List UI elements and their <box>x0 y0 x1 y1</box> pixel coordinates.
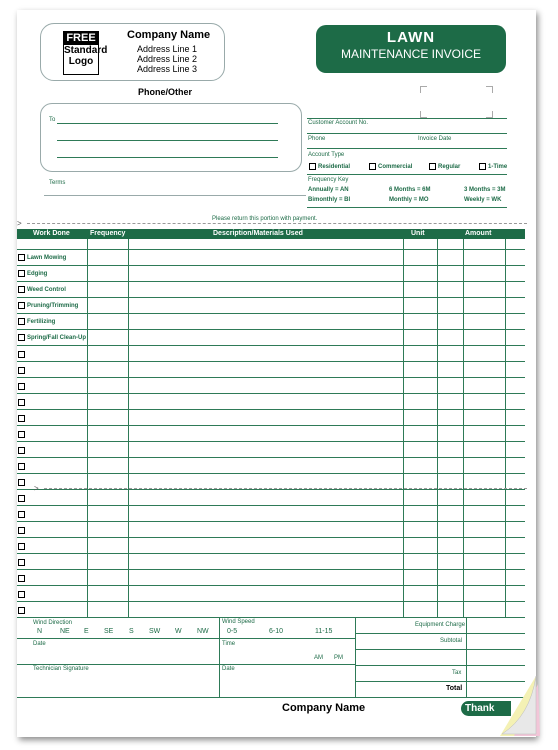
perforation-line <box>44 488 527 489</box>
address-line-1: Address Line 1 <box>137 44 198 54</box>
pm-label[interactable]: PM <box>334 655 343 661</box>
time-label: Time <box>222 641 236 647</box>
footer-line <box>355 665 525 666</box>
corner-mark <box>420 86 427 93</box>
to-box[interactable] <box>40 103 302 172</box>
column-divider <box>463 239 464 617</box>
terms-line <box>44 195 306 196</box>
checkbox-icon <box>309 163 316 170</box>
checkbox-icon <box>18 254 25 261</box>
table-row[interactable] <box>17 249 525 250</box>
account-line <box>307 207 507 208</box>
footer-line <box>355 649 525 650</box>
address-line-3: Address Line 3 <box>137 64 198 74</box>
wind-direction-option[interactable]: N <box>37 628 43 635</box>
work-item-fertilizing[interactable] <box>18 318 55 325</box>
table-row[interactable] <box>17 425 525 426</box>
table-row[interactable] <box>17 553 525 554</box>
table-row[interactable] <box>17 409 525 410</box>
date2-label: Date <box>222 666 235 672</box>
invoice-title <box>316 25 506 73</box>
wind-direction-option[interactable]: W <box>175 628 182 635</box>
work-item-lawn-mowing[interactable] <box>18 254 66 261</box>
blank-row-checkbox[interactable] <box>18 351 25 358</box>
table-row[interactable] <box>17 473 525 474</box>
to-line <box>57 123 278 124</box>
freq-bimonthly: Bimonthly = BI <box>308 197 351 203</box>
footer-line <box>355 633 525 634</box>
table-row[interactable] <box>17 345 525 346</box>
thank-badge: Thank <box>461 701 511 716</box>
footer-line <box>17 664 355 665</box>
footer-bottom-line <box>17 697 525 698</box>
checkbox-icon <box>429 163 436 170</box>
freq-6-months: 6 Months = 6M <box>389 187 431 193</box>
page-curl-icon <box>500 676 540 736</box>
table-row[interactable] <box>17 265 525 266</box>
to-line <box>57 140 278 141</box>
scissor-mark: > <box>17 219 22 228</box>
table-row[interactable] <box>17 281 525 282</box>
blank-row-checkbox[interactable] <box>18 463 25 470</box>
phone-label: Phone <box>308 136 326 142</box>
blank-row-checkbox[interactable] <box>18 527 25 534</box>
blank-row-checkbox[interactable] <box>18 543 25 550</box>
blank-row-checkbox[interactable] <box>18 383 25 390</box>
terms-label: Terms <box>49 180 66 186</box>
freq-annually: Annually = AN <box>308 187 349 193</box>
table-row[interactable] <box>17 441 525 442</box>
table-row[interactable] <box>17 569 525 570</box>
table-row[interactable] <box>17 505 525 506</box>
scissor-mark: > <box>34 484 39 493</box>
checkbox-icon <box>479 163 486 170</box>
corner-mark <box>486 86 493 93</box>
logo-free: FREE <box>64 32 98 45</box>
blank-row-checkbox[interactable] <box>18 607 25 614</box>
work-item-label: Lawn Mowing <box>27 255 67 262</box>
logo-standard: Standard <box>64 45 108 56</box>
commercial-label: Commercial <box>378 164 413 171</box>
work-item-label: Spring/Fall Clean-Up <box>27 335 87 342</box>
account-type-label: Account Type <box>308 152 345 158</box>
table-row[interactable] <box>17 585 525 586</box>
column-divider <box>437 239 438 617</box>
column-divider <box>87 239 88 617</box>
table-row[interactable] <box>17 297 525 298</box>
one-time-label: 1-Time <box>488 164 508 171</box>
perforation-line <box>27 223 527 224</box>
blank-row-checkbox[interactable] <box>18 447 25 454</box>
account-line <box>307 174 507 175</box>
speed-0-5[interactable]: 0-5 <box>227 628 238 635</box>
header-work-done: Work Done <box>33 230 70 237</box>
to-label: To <box>49 117 56 123</box>
footer-divider <box>466 617 467 697</box>
speed-11-15[interactable]: 11-15 <box>315 628 333 635</box>
work-item-label: Edging <box>27 271 48 278</box>
frequency-key-label: Frequency Key <box>308 177 349 183</box>
am-label[interactable]: AM <box>314 655 323 661</box>
phone-other: Phone/Other <box>138 87 193 97</box>
work-item-edging[interactable] <box>18 270 47 277</box>
column-divider <box>128 239 129 617</box>
footer-top-line <box>17 617 525 618</box>
blank-row-checkbox[interactable] <box>18 495 25 502</box>
corner-mark <box>486 111 493 118</box>
blank-row-checkbox[interactable] <box>18 431 25 438</box>
work-item-label: Fertilizing <box>27 319 56 326</box>
one-time-checkbox[interactable] <box>479 163 507 170</box>
speed-6-10[interactable]: 6-10 <box>269 628 284 635</box>
blank-row-checkbox[interactable] <box>18 575 25 582</box>
freq-monthly: Monthly = MO <box>389 197 429 203</box>
table-row[interactable] <box>17 537 525 538</box>
wind-speed-label: Wind Speed <box>222 619 255 625</box>
logo <box>63 31 108 75</box>
table-row[interactable] <box>17 601 525 602</box>
account-line <box>307 133 507 134</box>
logo-logo: Logo <box>68 56 94 67</box>
title-lawn: LAWN <box>386 29 436 46</box>
header-unit: Unit <box>411 230 425 237</box>
footer-line <box>17 638 355 639</box>
blank-row-checkbox[interactable] <box>18 559 25 566</box>
footer-divider <box>219 617 220 697</box>
footer-company-name: Company Name <box>282 702 366 714</box>
account-line <box>307 148 507 149</box>
header-amount: Amount <box>465 230 492 237</box>
blank-row-checkbox[interactable] <box>18 367 25 374</box>
work-item-label: Weed Control <box>27 287 66 294</box>
invoice-date-label: Invoice Date <box>418 136 452 142</box>
checkbox-icon <box>18 318 25 325</box>
table-row[interactable] <box>17 393 525 394</box>
wind-direction-option[interactable]: SE <box>104 628 114 635</box>
freq-weekly: Weekly = WK <box>464 197 502 203</box>
header-description: Description/Materials Used <box>213 230 303 237</box>
wind-direction-option[interactable]: SW <box>149 628 161 635</box>
commercial-checkbox[interactable] <box>369 163 412 170</box>
footer-divider <box>355 617 356 697</box>
company-name: Company Name <box>127 29 211 41</box>
date-label: Date <box>33 641 46 647</box>
wind-direction-option[interactable]: NW <box>197 628 209 635</box>
table-row[interactable] <box>17 489 525 490</box>
checkbox-icon <box>18 286 25 293</box>
work-item-label: Pruning/Trimming <box>27 303 79 310</box>
total-label: Total <box>446 685 463 692</box>
title-maintenance-invoice: MAINTENANCE INVOICE <box>340 47 481 61</box>
equipment-charge-label: Equipment Charge <box>415 622 466 628</box>
freq-3-months: 3 Months = 3M <box>464 187 506 193</box>
column-divider <box>505 239 506 617</box>
table-row[interactable] <box>17 521 525 522</box>
blank-row-checkbox[interactable] <box>18 399 25 406</box>
blank-row-checkbox[interactable] <box>18 511 25 518</box>
blank-row-checkbox[interactable] <box>18 591 25 598</box>
work-item-weed-control[interactable] <box>18 286 66 293</box>
corner-mark <box>420 111 427 118</box>
wind-direction-option[interactable]: S <box>129 628 134 635</box>
column-divider <box>403 239 404 617</box>
checkbox-icon <box>369 163 376 170</box>
checkbox-icon <box>18 334 25 341</box>
subtotal-label: Subtotal <box>440 638 463 644</box>
address-line-2: Address Line 2 <box>137 54 198 64</box>
blank-row-checkbox[interactable] <box>18 479 25 486</box>
return-note: Please return this portion with payment. <box>212 216 318 222</box>
table-row[interactable] <box>17 457 525 458</box>
table-row[interactable] <box>17 329 525 330</box>
table-row[interactable] <box>17 377 525 378</box>
work-item-clean-up[interactable] <box>18 334 86 341</box>
wind-direction-option[interactable]: E <box>84 628 89 635</box>
customer-account-label: Customer Account No. <box>308 120 369 126</box>
table-row[interactable] <box>17 361 525 362</box>
checkbox-icon <box>18 270 25 277</box>
regular-checkbox[interactable] <box>429 163 460 170</box>
table-row[interactable] <box>17 313 525 314</box>
header-frequency: Frequency <box>90 230 126 237</box>
tax-label: Tax <box>452 670 462 676</box>
regular-label: Regular <box>438 164 461 171</box>
checkbox-icon <box>18 302 25 309</box>
work-item-pruning[interactable] <box>18 302 78 309</box>
to-line <box>57 157 278 158</box>
residential-checkbox[interactable] <box>309 163 350 170</box>
technician-signature-label: Technician Signature <box>33 666 89 672</box>
wind-direction-option[interactable]: NE <box>60 628 70 635</box>
wind-direction-label: Wind Direction <box>33 620 73 626</box>
residential-label: Residential <box>318 164 351 171</box>
blank-row-checkbox[interactable] <box>18 415 25 422</box>
account-line <box>307 118 507 119</box>
